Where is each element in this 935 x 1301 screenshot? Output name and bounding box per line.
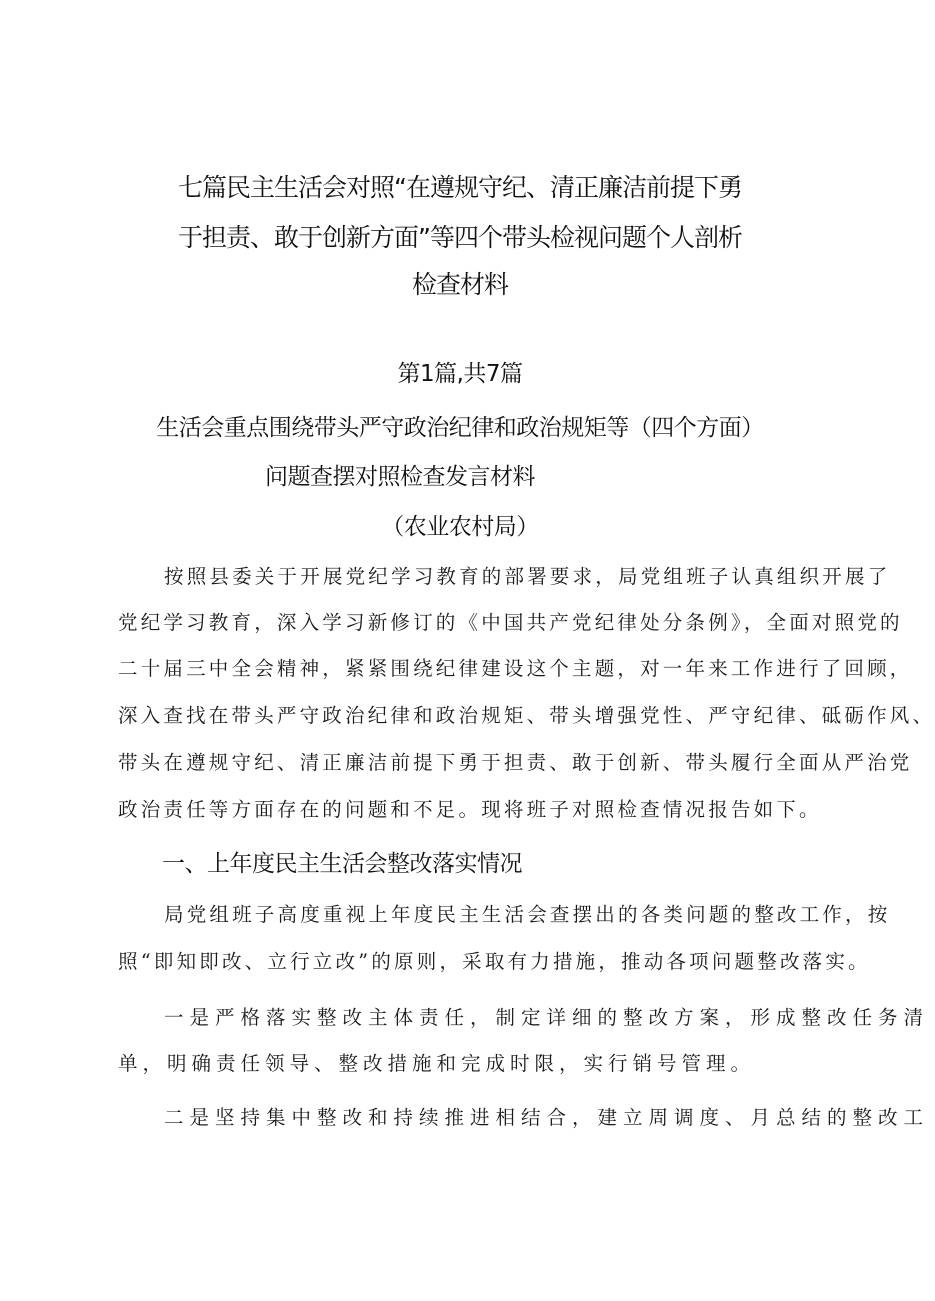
subtitle-line-1: 生活会重点围绕带头严守政治纪律和政治规矩等（四个方面） xyxy=(156,415,764,441)
para4-line-1: 二是坚持集中整改和持续推进相结合，建立周调度、月总结的整改工 xyxy=(164,1106,930,1129)
section-heading-1: 一、上年度民主生活会整改落实情况 xyxy=(162,851,522,877)
para2-line-1: 局党组班子高度重视上年度民主生活会查摆出的各类问题的整改工作，按 xyxy=(164,903,891,926)
para3-line-1: 一是严格落实整改主体责任，制定详细的整改方案，形成整改任务清 xyxy=(164,1006,930,1029)
doc-title-line-3: 检查材料 xyxy=(411,270,508,299)
para1-line-6: 政治责任等方面存在的问题和不足。现将班子对照检查情况报告如下。 xyxy=(118,798,822,821)
para1-line-2: 党纪学习教育，深入学习新修订的《中国共产党纪律处分条例》，全面对照党的 xyxy=(118,611,903,634)
doc-title-line-2: 于担责、敢于创新方面”等四个带头检视问题个人剖析 xyxy=(178,223,742,252)
part-label: 第1篇,共7篇 xyxy=(397,361,523,387)
doc-title-line-1: 七篇民主生活会对照“在遵规守纪、清正廉洁前提下勇 xyxy=(178,173,742,202)
para1-line-5: 带头在遵规守纪、清正廉洁前提下勇于担责、敢于创新、带头履行全面从严治党 xyxy=(118,751,913,774)
para1-line-1: 按照县委关于开展党纪学习教育的部署要求，局党组班子认真组织开展了 xyxy=(164,565,891,588)
para2-line-2: 照“即知即改、立行立改”的原则，采取有力措施，推动各项问题整改落实。 xyxy=(118,950,871,973)
subtitle-line-3: （农业农村局） xyxy=(381,514,539,540)
para1-line-4: 深入查找在带头严守政治纪律和政治规矩、带头增强党性、严守纪律、砥砺作风、 xyxy=(118,704,935,727)
para1-line-3: 二十届三中全会精神，紧紧围绕纪律建设这个主题，对一年来工作进行了回顾， xyxy=(118,657,913,680)
para3-line-2: 单，明确责任领导、整改措施和完成时限，实行销号管理。 xyxy=(118,1052,756,1075)
subtitle-line-2: 问题查摆对照检查发言材料 xyxy=(265,464,535,490)
